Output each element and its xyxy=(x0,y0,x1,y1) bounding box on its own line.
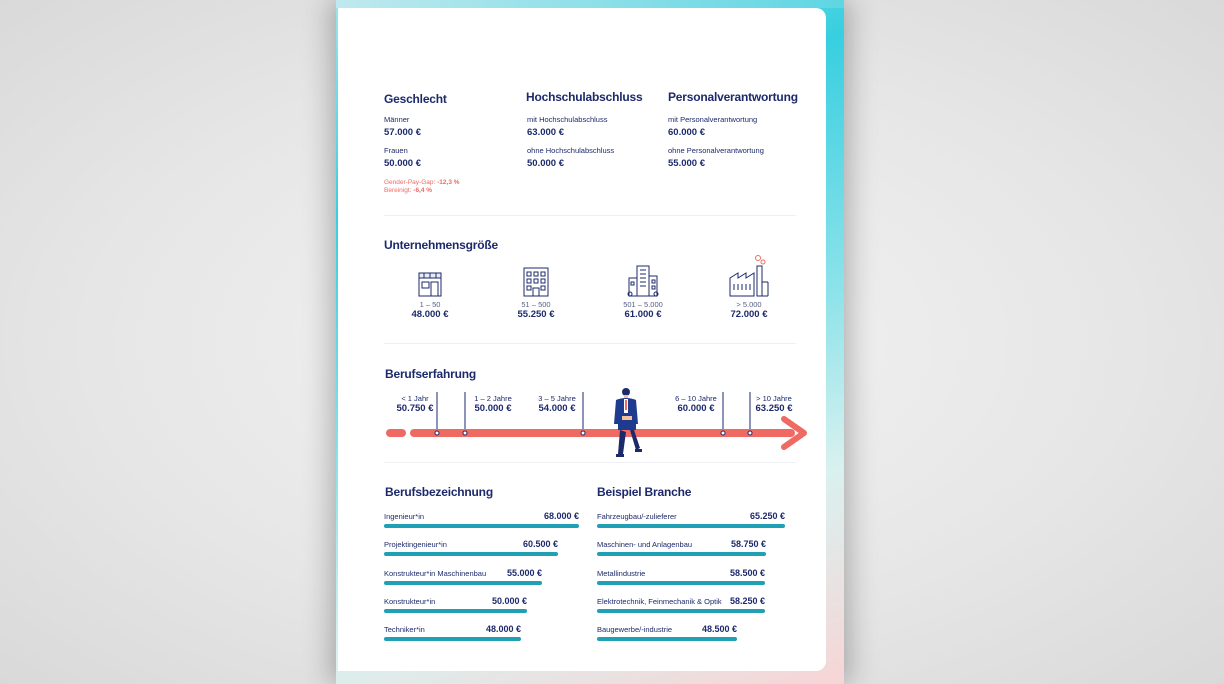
company-size-item xyxy=(709,254,789,320)
degree-without-label: ohne Hochschulabschluss xyxy=(527,146,615,155)
bar-row xyxy=(597,540,766,558)
experience-value: 50.000 € xyxy=(474,403,512,414)
divider xyxy=(384,343,796,344)
experience-item xyxy=(390,394,440,414)
experience-title: Berufserfahrung xyxy=(385,367,477,381)
bar-value: 48.000 € xyxy=(485,624,521,635)
company-size-label: 1 – 50 xyxy=(419,300,441,309)
experience-label: 1 – 2 Jahre xyxy=(474,394,512,403)
bar-label: Fahrzeugbau/-zulieferer xyxy=(597,512,677,521)
bar xyxy=(597,524,785,528)
responsibility-with-value: 60.000 € xyxy=(668,127,705,138)
businessman-illustration xyxy=(614,388,642,457)
large-building-icon xyxy=(626,264,660,298)
bar-value: 65.250 € xyxy=(749,511,785,521)
bar-row xyxy=(597,597,765,615)
experience-label: < 1 Jahr xyxy=(401,394,429,403)
bar-row xyxy=(597,569,765,587)
experience-item xyxy=(532,394,582,414)
bar xyxy=(384,581,542,585)
bar-label: Konstrukteur*in Maschinenbau xyxy=(384,568,487,578)
company-size-title: Unternehmensgröße xyxy=(384,238,498,252)
company-size-value: 55.250 € xyxy=(517,309,555,320)
bar-value: 58.500 € xyxy=(729,567,765,578)
company-size-label: > 5.000 xyxy=(736,300,762,309)
bar-row xyxy=(597,625,737,643)
company-size-item xyxy=(496,264,576,320)
office-building-icon xyxy=(521,264,551,298)
bar xyxy=(384,637,521,641)
responsibility-without-label: ohne Personalverantwortung xyxy=(668,146,764,155)
bar-label: Konstrukteur*in xyxy=(384,596,436,606)
company-size-item xyxy=(603,264,683,320)
bar-label: Maschinen- und Anlagenbau xyxy=(597,540,693,550)
gender-women-label: Frauen xyxy=(384,146,408,155)
gender-pay-gap-label: Gender-Pay-Gap: xyxy=(384,179,436,186)
gender-women-value: 50.000 € xyxy=(384,158,421,169)
industries-title: Beispiel Branche xyxy=(597,485,692,499)
company-size-value: 61.000 € xyxy=(624,309,662,320)
bar-row xyxy=(384,540,558,558)
timeline-start-segment xyxy=(386,429,406,437)
bar xyxy=(384,552,558,556)
bar xyxy=(597,637,737,641)
bar xyxy=(384,524,579,528)
experience-label: > 10 Jahre xyxy=(756,394,792,403)
responsibility-without-value: 55.000 € xyxy=(668,158,705,169)
bar-value: 58.750 € xyxy=(730,539,766,550)
company-size-label: 501 – 5.000 xyxy=(623,300,663,309)
bar-label: Ingenieur*in xyxy=(384,512,425,521)
experience-value: 54.000 € xyxy=(538,403,576,414)
timeline-arrow-shaft xyxy=(410,429,795,437)
divider xyxy=(384,462,796,463)
adjusted-value: -6,4 % xyxy=(413,187,433,194)
experience-item xyxy=(468,394,518,414)
bar-row xyxy=(384,569,542,587)
bar xyxy=(597,581,765,585)
job-titles-list xyxy=(384,512,580,652)
bar xyxy=(597,609,765,613)
bar-value: 48.500 € xyxy=(701,624,737,635)
bar-value: 50.000 € xyxy=(491,595,527,606)
bar-label: Metallindustrie xyxy=(597,568,646,578)
gender-men-value: 57.000 € xyxy=(384,127,421,138)
gender-pay-gap xyxy=(384,179,460,186)
salary-sheet xyxy=(338,8,826,671)
bar xyxy=(384,609,527,613)
experience-label: 6 – 10 Jahre xyxy=(675,394,717,403)
bar-value: 58.250 € xyxy=(729,595,765,606)
company-size-value: 48.000 € xyxy=(411,309,449,320)
company-size-item xyxy=(390,264,470,320)
bar-value: 60.500 € xyxy=(522,539,558,550)
degree-without-value: 50.000 € xyxy=(527,158,564,169)
experience-item xyxy=(748,394,800,414)
divider xyxy=(384,215,796,216)
degree-with-label: mit Hochschulabschluss xyxy=(527,115,608,124)
experience-item xyxy=(668,394,724,414)
bar-value: 55.000 € xyxy=(506,567,542,578)
gender-pay-gap-adjusted xyxy=(384,187,432,194)
gender-title: Geschlecht xyxy=(384,92,447,106)
responsibility-title: Personalverantwortung xyxy=(668,90,798,104)
bar-value: 68.000 € xyxy=(543,511,579,521)
job-titles-title: Berufsbezeichnung xyxy=(385,485,493,499)
gender-pay-gap-value: -12,3 % xyxy=(437,179,460,186)
degree-title: Hochschulabschluss xyxy=(526,90,643,104)
degree-with-value: 63.000 € xyxy=(527,127,564,138)
bar-row xyxy=(384,597,527,615)
adjusted-label: Bereinigt: xyxy=(384,187,412,194)
experience-value: 63.250 € xyxy=(755,403,793,414)
small-shop-icon xyxy=(416,264,444,298)
company-size-value: 72.000 € xyxy=(730,309,768,320)
industries-list xyxy=(597,512,787,652)
bar xyxy=(597,552,766,556)
bar-label: Projektingenieur*in xyxy=(384,540,447,550)
experience-value: 60.000 € xyxy=(677,403,715,414)
responsibility-with-label: mit Personalverantwortung xyxy=(668,115,758,124)
bar-label: Baugewerbe/-industrie xyxy=(597,625,673,635)
experience-label: 3 – 5 Jahre xyxy=(538,394,576,403)
bar-row xyxy=(384,512,579,530)
bar-row xyxy=(597,512,785,530)
bar-label: Techniker*in xyxy=(384,625,425,635)
company-size-label: 51 – 500 xyxy=(521,300,551,309)
bar-label: Elektrotechnik, Feinmechanik & Optik xyxy=(597,596,722,606)
factory-icon xyxy=(728,254,770,298)
bar-row xyxy=(384,625,521,643)
gender-men-label: Männer xyxy=(384,115,410,124)
experience-value: 50.750 € xyxy=(396,403,434,414)
